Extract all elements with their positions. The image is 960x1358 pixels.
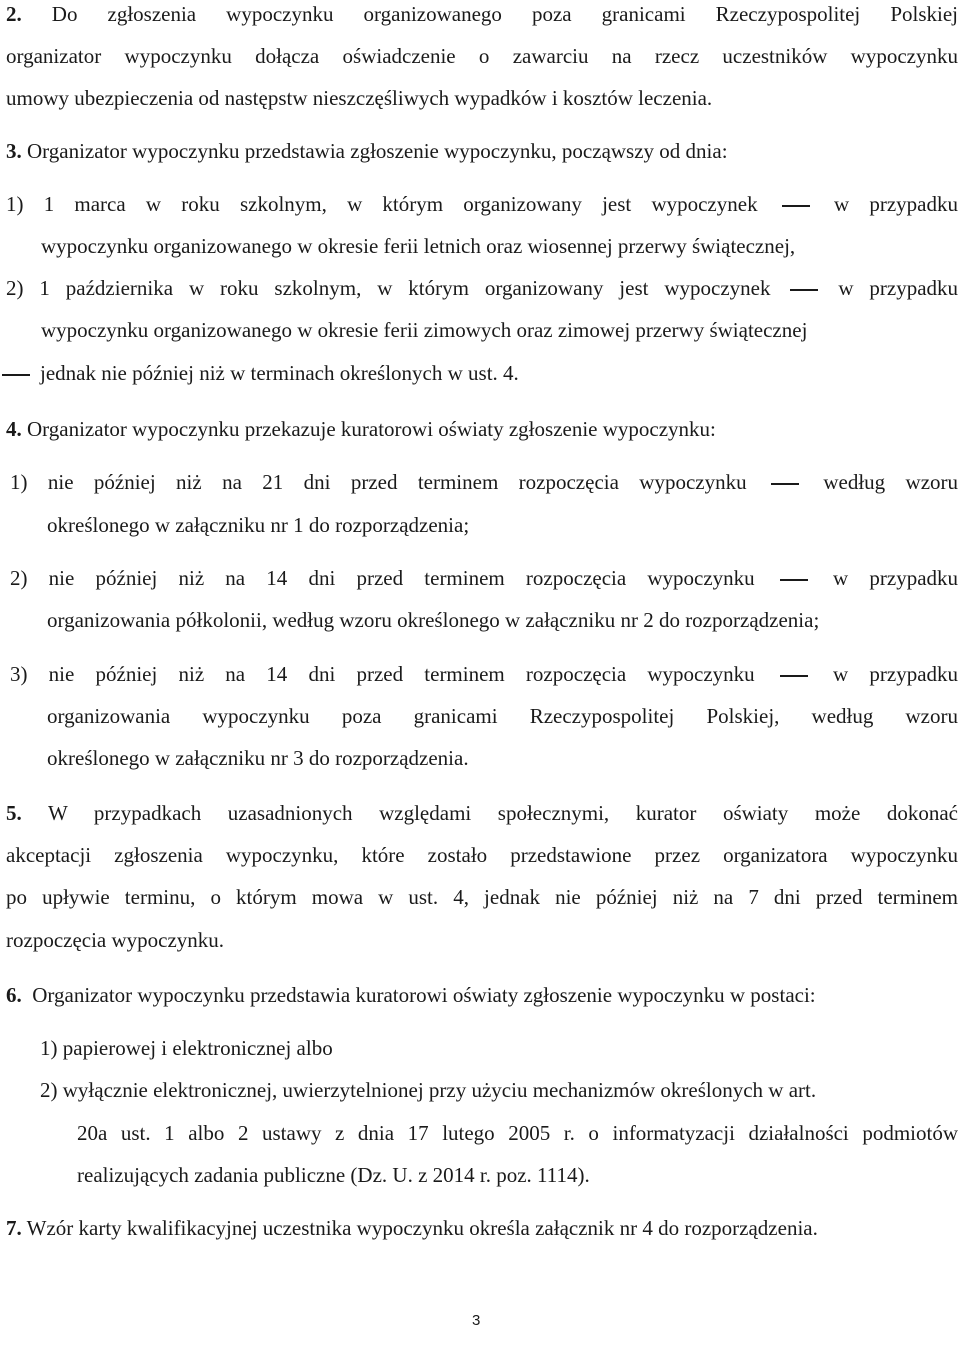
paragraph-3-line-1 bbox=[6, 139, 728, 163]
paragraph-2-line-1 bbox=[6, 2, 958, 26]
paragraph-5-line-1 bbox=[6, 801, 958, 825]
paragraph-4-item-3-text: 3) nie później niż na 14 dni przed terminem rozpoczęcia wypoczynku bbox=[10, 662, 755, 686]
paragraph-5-line-2: akceptacji zgłoszenia wypoczynku, które zostało przedstawione przez organizatora wypoczynku bbox=[6, 843, 958, 867]
paragraph-3-item-2-line-1 bbox=[6, 276, 958, 300]
paragraph-4-text-1: Organizator wypoczynku przekazuje kuratorowi oświaty zgłoszenie wypoczynku: bbox=[27, 417, 716, 441]
paragraph-6-text-1: Organizator wypoczynku przedstawia kuratorowi oświaty zgłoszenie wypoczynku w postaci: bbox=[32, 983, 816, 1007]
paragraph-2-text-1: Do zgłoszenia wypoczynku organizowanego poza granicami Rzeczypospolitej Polskiej bbox=[51, 2, 958, 26]
paragraph-6-item-2-line-2: 20a ust. 1 albo 2 ustawy z dnia 17 lutego 2005 r. o informatyzacji działalności podmiotów bbox=[77, 1121, 958, 1145]
paragraph-3-item-1-text: 1) 1 marca w roku szkolnym, w którym organizowany jest wypoczynek bbox=[6, 192, 758, 216]
em-dash bbox=[780, 675, 808, 677]
paragraph-3-item-1-line-1 bbox=[6, 192, 958, 216]
em-dash bbox=[790, 289, 818, 291]
paragraph-4-item-2-text: 2) nie później niż na 14 dni przed terminem rozpoczęcia wypoczynku bbox=[10, 566, 755, 590]
em-dash bbox=[780, 579, 808, 581]
paragraph-3-item-2-line-2: wypoczynku organizowanego w okresie ferii zimowych oraz zimowej przerwy świątecznej bbox=[41, 318, 808, 342]
paragraph-2-line-3: umowy ubezpieczenia od następstw nieszczęśliwych wypadków i kosztów leczenia. bbox=[6, 86, 713, 110]
em-dash bbox=[2, 374, 30, 376]
paragraph-3-number: 3. bbox=[6, 139, 22, 163]
paragraph-7-number: 7. bbox=[6, 1216, 22, 1240]
paragraph-4-item-2-end: w przypadku bbox=[833, 566, 959, 590]
paragraph-3-item-2-line-3 bbox=[2, 361, 519, 385]
em-dash bbox=[771, 483, 799, 485]
paragraph-4-item-1-text: 1) nie później niż na 21 dni przed terminem rozpoczęcia wypoczynku bbox=[10, 470, 747, 494]
paragraph-4-item-3-end: w przypadku bbox=[833, 662, 959, 686]
paragraph-7-line-1 bbox=[6, 1216, 818, 1240]
paragraph-3-item-2-text: 2) 1 października w roku szkolnym, w którym organizowany jest wypoczynek bbox=[6, 276, 771, 300]
paragraph-7-text-1: Wzór karty kwalifikacyjnej uczestnika wypoczynku określa załącznik nr 4 do rozporządzenia. bbox=[26, 1216, 818, 1240]
paragraph-5-line-4: rozpoczęcia wypoczynku. bbox=[6, 928, 225, 952]
paragraph-3-text-1: Organizator wypoczynku przedstawia zgłoszenie wypoczynku, począwszy od dnia: bbox=[27, 139, 728, 163]
paragraph-4-item-2-line-1 bbox=[10, 566, 958, 590]
paragraph-3-item-1-line-2: wypoczynku organizowanego w okresie ferii letnich oraz wiosennej przerwy świątecznej, bbox=[41, 234, 796, 258]
paragraph-3-item-2-end: w przypadku bbox=[838, 276, 959, 300]
paragraph-3-item-1-end: w przypadku bbox=[833, 192, 958, 216]
paragraph-2-number: 2. bbox=[6, 2, 22, 26]
em-dash bbox=[782, 205, 810, 207]
paragraph-6-item-1: 1) papierowej i elektronicznej albo bbox=[40, 1036, 333, 1060]
paragraph-6-item-2-line-3: realizujących zadania publiczne (Dz. U. z 2014 r. poz. 1114). bbox=[77, 1163, 590, 1187]
paragraph-4-item-3-line-1 bbox=[10, 662, 958, 686]
paragraph-4-item-1-line-1 bbox=[10, 470, 958, 494]
paragraph-4-item-2-line-2: organizowania półkolonii, według wzoru określonego w załączniku nr 2 do rozporządzenia; bbox=[47, 608, 820, 632]
paragraph-4-line-1 bbox=[6, 417, 716, 441]
paragraph-4-item-3-line-2: organizowania wypoczynku poza granicami Rzeczypospolitej Polskiej, według wzoru bbox=[47, 704, 958, 728]
paragraph-6-number: 6. bbox=[6, 983, 22, 1007]
paragraph-3-item-2-text-3: jednak nie później niż w terminach określonych w ust. 4. bbox=[40, 361, 519, 385]
paragraph-2-line-2: organizator wypoczynku dołącza oświadczenie o zawarciu na rzecz uczestników wypoczynku bbox=[6, 44, 958, 68]
paragraph-4-item-1-line-2: określonego w załączniku nr 1 do rozporządzenia; bbox=[47, 513, 470, 537]
paragraph-5-line-3: po upływie terminu, o którym mowa w ust. 4, jednak nie później niż na 7 dni przed terminem bbox=[6, 885, 958, 909]
page-number: 3 bbox=[472, 1312, 481, 1329]
paragraph-4-item-3-line-3: określonego w załączniku nr 3 do rozporządzenia. bbox=[47, 746, 469, 770]
paragraph-6-line-1 bbox=[6, 983, 816, 1007]
paragraph-4-item-1-end: według wzoru bbox=[823, 470, 959, 494]
paragraph-6-item-2-line-1: 2) wyłącznie elektronicznej, uwierzytelnionej przy użyciu mechanizmów określonych w art. bbox=[40, 1078, 817, 1102]
paragraph-5-number: 5. bbox=[6, 801, 22, 825]
paragraph-5-text-1: W przypadkach uzasadnionych względami społecznymi, kurator oświaty może dokonać bbox=[47, 801, 958, 825]
paragraph-4-number: 4. bbox=[6, 417, 22, 441]
